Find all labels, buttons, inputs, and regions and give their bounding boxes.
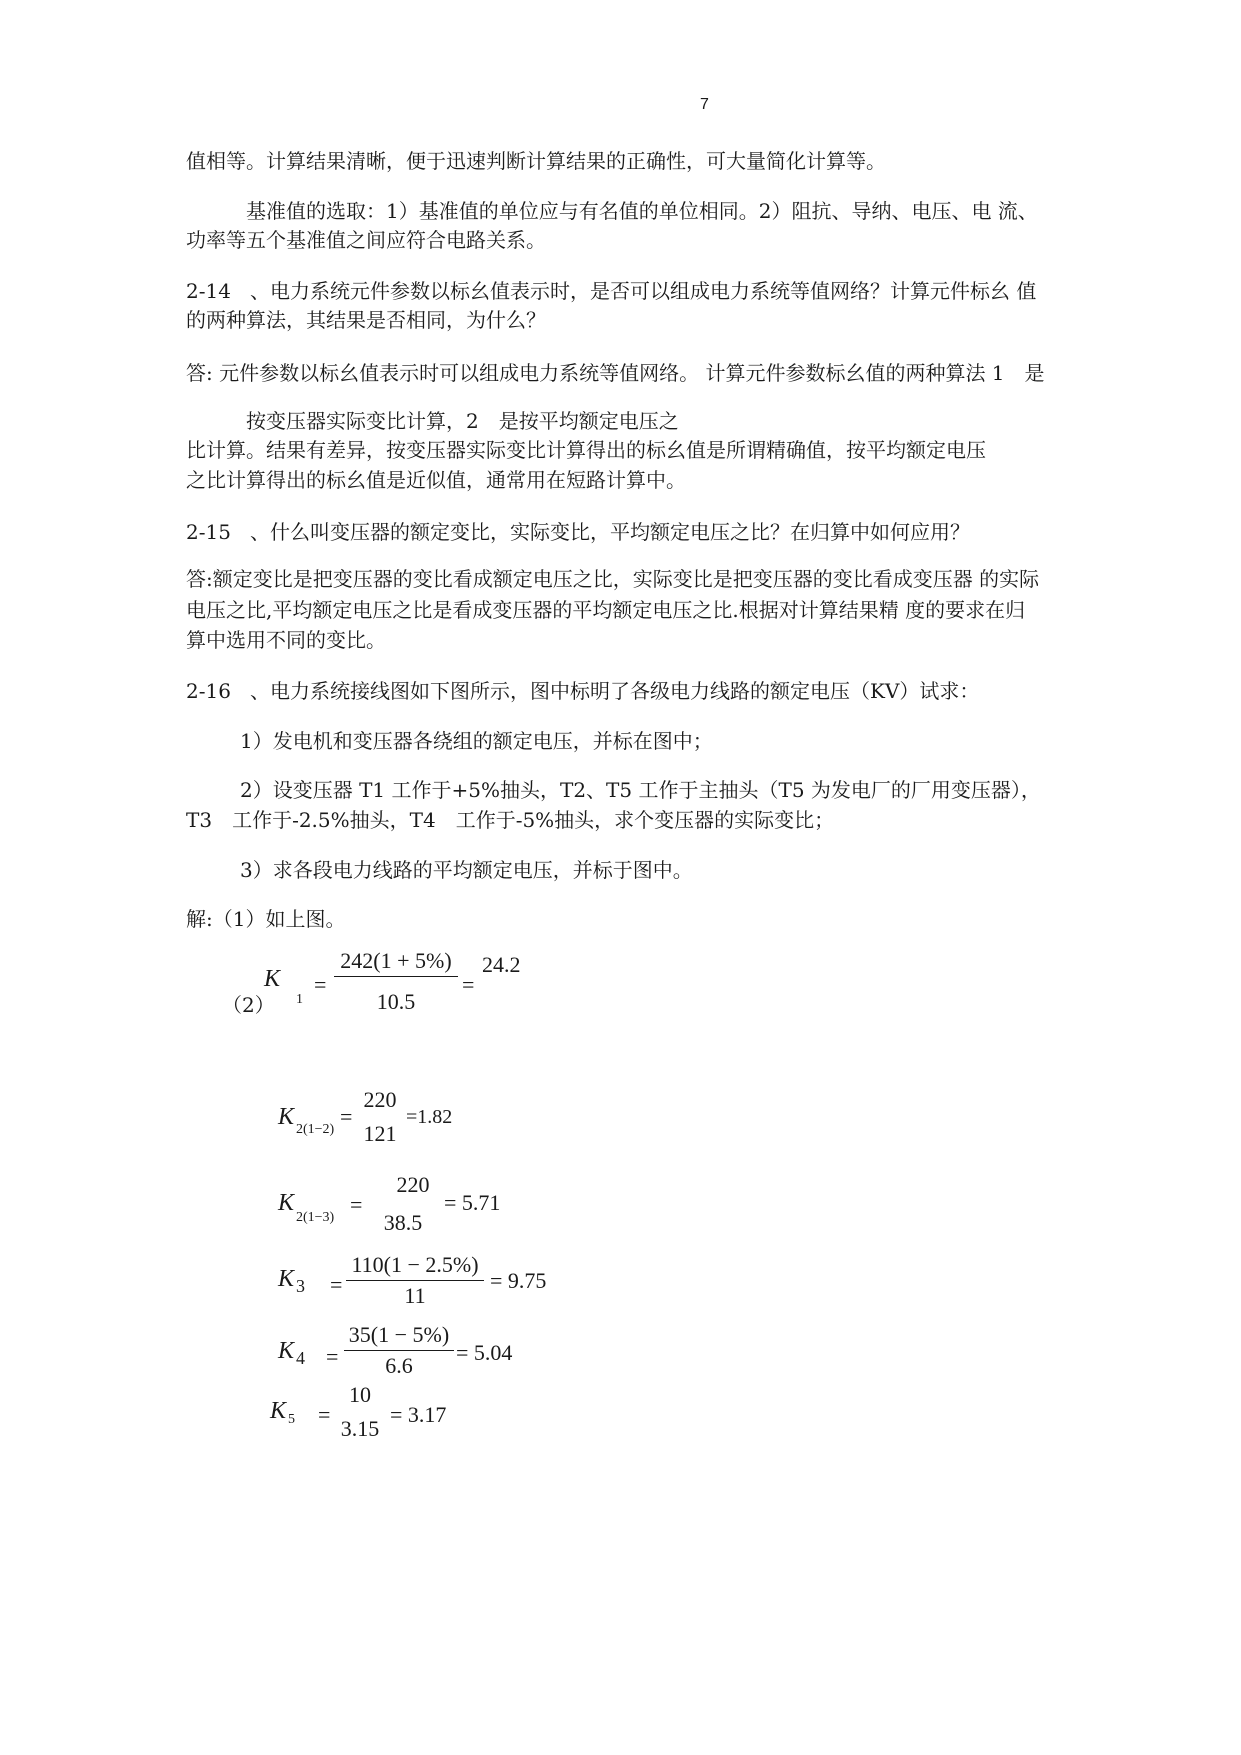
equals-sign: = — [318, 1402, 331, 1427]
equals-sign: = — [350, 1192, 363, 1217]
fraction — [368, 1172, 438, 1236]
question-number: 2-14 — [186, 279, 231, 303]
equation-subscript: 2(1−3) — [296, 1210, 335, 1225]
equation-subscript: 4 — [296, 1348, 305, 1368]
equals-sign: = — [330, 1272, 343, 1297]
question-number: 2-16 — [186, 679, 231, 703]
answer-text: 按变压器实际变比计算，2 是按平均额定电压之 — [246, 409, 679, 433]
text-line: 基准值的选取：1）基准值的单位应与有名值的单位相同。2）阻抗、导纳、电压、电 流、 — [246, 199, 1038, 223]
equals-sign: = — [462, 972, 475, 997]
numerator: 35(1 − 5%) — [348, 1322, 450, 1347]
answer-text: 答: 元件参数以标幺值表示时可以组成电力系统等值网络。 计算元件参数标幺值的两种算法 1 是 — [186, 361, 1045, 385]
equation-result: = 9.75 — [490, 1268, 547, 1293]
fraction — [346, 1252, 484, 1309]
equation-result: =1.82 — [406, 1106, 453, 1128]
fraction — [356, 1087, 404, 1147]
text-line: 功率等五个基准值之间应符合电路关系。 — [186, 228, 546, 252]
equation-subscript: 2(1−2) — [296, 1122, 335, 1137]
question-text: 、什么叫变压器的额定变比，实际变比，平均额定电压之比？在归算中如何应用？ — [250, 520, 970, 544]
answer-text: 答:额定变比是把变压器的变比看成额定电压之比，实际变比是把变压器的变比看成变压器 的实际 — [186, 567, 1040, 591]
equation-variable: K — [278, 1338, 295, 1364]
equation-variable: K — [270, 1398, 287, 1424]
numerator: 10 — [349, 1382, 371, 1407]
fraction-bar — [346, 1280, 484, 1281]
numerator: 220 — [396, 1172, 430, 1197]
question-item: 2）设变压器 T1 工作于+5%抽头，T2、T5 工作于主抽头（T5 为发电厂的厂用变压器）， — [240, 778, 1041, 802]
equation-result: 24.2 — [482, 952, 521, 977]
page-number: 7 — [700, 96, 709, 113]
solution-text: 解:（1）如上图。 — [186, 907, 346, 931]
equals-sign: = — [326, 1344, 339, 1369]
text-line: 值相等。计算结果清晰，便于迅速判断计算结果的正确性，可大量简化计算等。 — [186, 149, 886, 173]
fraction — [334, 948, 458, 1015]
equation-result: = 5.71 — [444, 1190, 501, 1215]
equation-variable: K — [278, 1190, 295, 1216]
question-number: 2-15 — [186, 520, 231, 544]
equation-subscript: 3 — [296, 1276, 305, 1296]
answer-text: 电压之比,平均额定电压之比是看成变压器的平均额定电压之比.根据对计算结果精 度的要求在归 — [186, 598, 1026, 622]
equation-variable: K — [278, 1266, 295, 1292]
answer-text: 之比计算得出的标幺值是近似值，通常用在短路计算中。 — [186, 468, 686, 492]
numerator: 220 — [363, 1087, 397, 1112]
denominator: 3.15 — [340, 1416, 380, 1441]
fraction — [344, 1322, 454, 1379]
equals-sign: = — [340, 1104, 353, 1129]
denominator: 121 — [363, 1121, 397, 1146]
numerator: 110(1 − 2.5%) — [351, 1252, 479, 1277]
fraction — [332, 1382, 388, 1442]
question-text: 的两种算法，其结果是否相同，为什么？ — [186, 308, 546, 332]
equation-result: = 3.17 — [390, 1402, 447, 1427]
denominator: 10.5 — [376, 989, 416, 1014]
equation-variable: K — [278, 1104, 295, 1130]
numerator: 242(1 + 5%) — [340, 948, 452, 973]
question-text: 、电力系统接线图如下图所示，图中标明了各级电力线路的额定电压（KV）试求： — [250, 679, 980, 703]
question-item: T3 工作于-2.5%抽头，T4 工作于-5%抽头，求个变压器的实际变比； — [186, 808, 835, 832]
denominator: 11 — [404, 1283, 426, 1308]
equation-prefix: （2） — [222, 993, 275, 1017]
equals-sign: = — [314, 972, 327, 997]
equation-subscript: 1 — [296, 992, 303, 1007]
fraction-bar — [344, 1350, 454, 1351]
question-text: 、电力系统元件参数以标幺值表示时，是否可以组成电力系统等值网络？计算元件标幺 值 — [250, 279, 1037, 303]
equation-subscript: 5 — [288, 1412, 295, 1427]
equation-variable: K — [264, 966, 281, 992]
equation-result: = 5.04 — [456, 1340, 513, 1365]
denominator: 6.6 — [385, 1353, 413, 1378]
question-item: 1）发电机和变压器各绕组的额定电压，并标在图中； — [240, 729, 713, 753]
denominator: 38.5 — [383, 1210, 423, 1235]
question-item: 3）求各段电力线路的平均额定电压，并标于图中。 — [240, 858, 693, 882]
answer-text: 算中选用不同的变比。 — [186, 628, 386, 652]
answer-text: 比计算。结果有差异，按变压器实际变比计算得出的标幺值是所谓精确值，按平均额定电压 — [186, 438, 986, 462]
fraction-bar — [334, 976, 458, 977]
